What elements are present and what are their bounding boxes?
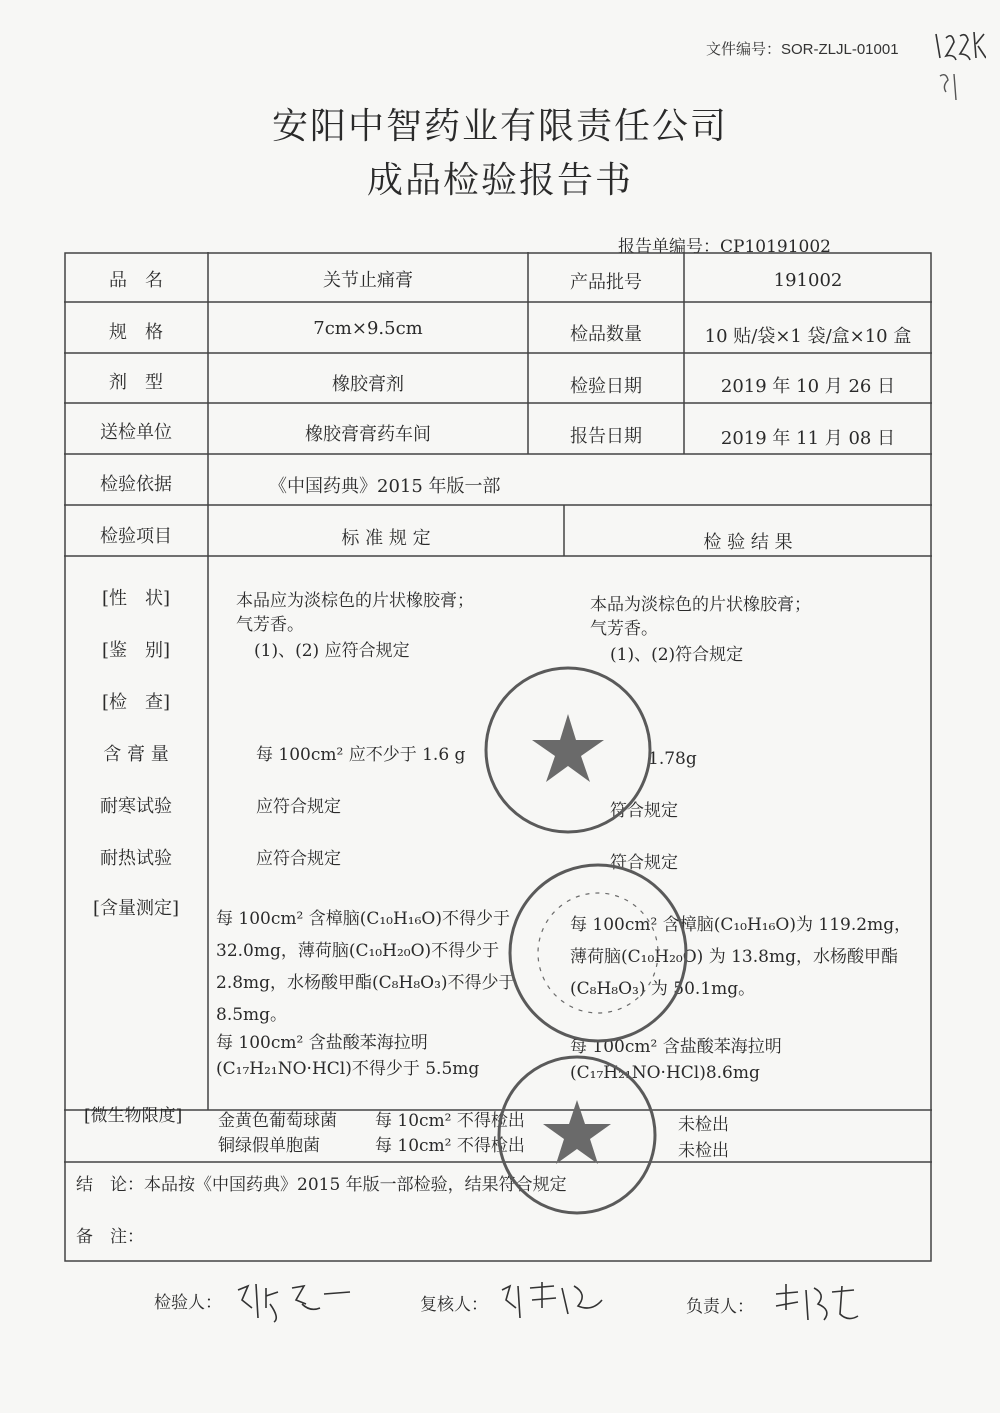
header-result: 检 验 结 果 [703,532,793,553]
item-cold-test: 耐寒试验 [100,796,172,817]
inspector-signature [230,1278,360,1324]
supervisor-signature [766,1280,866,1332]
basis-value: 《中国药典》2015 年版一部 [269,476,501,497]
quantity-label: 检品数量 [570,324,642,345]
inspector-label: 检验人： [154,1293,222,1313]
result-cold-test: 符合规定 [610,801,678,821]
standard-microbe-1-limit: 每 10cm² 不得检出 [375,1111,525,1131]
report-date-label: 报告日期 [570,426,642,447]
item-paste-content: 含 膏 量 [103,744,169,765]
supervisor-label: 负责人： [686,1297,754,1317]
inspection-stamp-1 [480,662,656,838]
form-value: 橡胶膏剂 [332,374,404,395]
result-character-1: 本品为淡棕色的片状橡胶膏； [590,595,811,615]
standard-microbe-1-name: 金黄色葡萄球菌 [218,1111,337,1131]
product-name-value: 关节止痛膏 [323,270,413,291]
result-assay-4: 每 100cm² 含盐酸苯海拉明 [570,1037,782,1057]
standard-cold-test: 应符合规定 [256,797,341,817]
standard-assay-1: 每 100cm² 含樟脑(C₁₀H₁₆O)不得少于 [216,909,511,929]
submitter-label: 送检单位 [100,422,172,443]
standard-assay-3: 2.8mg，水杨酸甲酯(C₈H₈O₃)不得少于 [216,973,516,993]
test-date-label: 检验日期 [570,376,642,397]
standard-assay-5: 每 100cm² 含盐酸苯海拉明 [216,1033,428,1053]
standard-paste-content: 每 100cm² 应不少于 1.6 g [256,745,466,765]
result-assay-3: (C₈H₈O₃) 为 50.1mg。 [570,979,756,999]
spec-label: 规 格 [109,322,163,343]
result-assay-1: 每 100cm² 含樟脑(C₁₀H₁₆O)为 119.2mg， [570,915,912,935]
file-number: 文件编号：SOR-ZLJL-01001 [706,41,899,58]
test-date-value: 2019 年 10 月 26 日 [720,376,896,397]
quality-stamp-2 [505,860,691,1046]
quantity-value: 10 贴/袋×1 袋/盒×10 盒 [704,326,912,347]
inspection-stamp-3 [494,1052,660,1218]
result-microbe-1: 未检出 [678,1115,729,1135]
conclusion: 结 论：本品按《中国药典》2015 年版一部检验，结果符合规定 [76,1175,567,1195]
reviewer-signature [496,1278,614,1324]
result-microbe-2: 未检出 [678,1141,729,1161]
standard-assay-2: 32.0mg，薄荷脑(C₁₀H₂₀O)不得少于 [216,941,500,961]
standard-assay-6: (C₁₇H₂₁NO·HCl)不得少于 5.5mg [216,1059,480,1079]
company-name: 安阳中智药业有限责任公司 [271,106,728,147]
spec-value: 7cm×9.5cm [313,318,423,339]
basis-label: 检验依据 [100,474,172,495]
form-label: 剂 型 [109,372,163,393]
batch-value: 191002 [773,270,843,291]
result-heat-test: 符合规定 [610,853,678,873]
result-assay-2: 薄荷脑(C₁₀H₂₀O) 为 13.8mg，水杨酸甲酯 [570,947,898,967]
result-assay-5: (C₁₇H₂₁NO·HCl)8.6mg [570,1063,760,1083]
item-character: [性 状] [101,588,171,609]
standard-microbe-2-name: 铜绿假单胞菌 [218,1136,320,1156]
item-microbial: [微生物限度] [84,1106,183,1126]
header-standard: 标 准 规 定 [341,528,431,549]
standard-character-1: 本品应为淡棕色的片状橡胶膏； [236,591,474,611]
item-inspection: [检 查] [101,692,171,713]
report-number: 报告单编号：CP10191002 [618,237,831,257]
submitter-value: 橡胶膏膏药车间 [305,424,431,445]
reviewer-label: 复核人： [420,1295,488,1315]
standard-assay-4: 8.5mg。 [216,1005,288,1025]
header-item: 检验项目 [100,526,172,547]
standard-identification: (1)、(2) 应符合规定 [254,641,410,661]
standard-character-2: 气芳香。 [236,615,304,635]
product-name-label: 品 名 [109,270,163,291]
handwritten-mark [930,24,986,104]
standard-heat-test: 应符合规定 [256,849,341,869]
item-heat-test: 耐热试验 [100,848,172,869]
batch-label: 产品批号 [570,272,642,293]
standard-microbe-2-limit: 每 10cm² 不得检出 [375,1136,525,1156]
item-assay: [含量测定] [92,898,180,919]
remarks: 备 注： [76,1227,144,1247]
document-title: 成品检验报告书 [366,160,633,201]
item-identification: [鉴 别] [101,640,171,661]
result-identification: (1)、(2)符合规定 [610,645,744,665]
result-paste-content: 1.78g [648,749,697,769]
result-character-2: 气芳香。 [590,619,658,639]
report-date-value: 2019 年 11 月 08 日 [720,428,896,449]
